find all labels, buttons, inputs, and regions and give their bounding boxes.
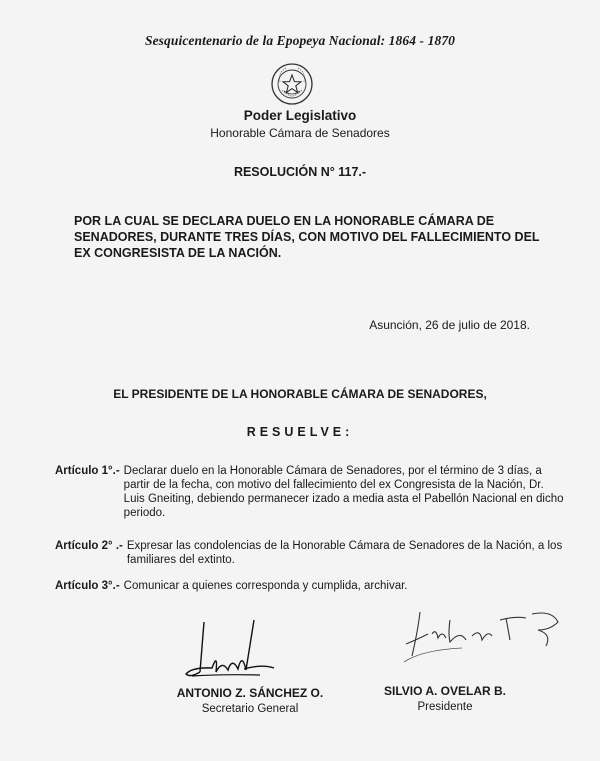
resolution-number: RESOLUCIÓN N° 117.- (233, 165, 367, 179)
article-label: Artículo 1°.- (55, 465, 120, 477)
preamble: EL PRESIDENTE DE LA HONORABLE CÁMARA DE SENADORES, (113, 387, 487, 401)
article-label: Artículo 2° .- (55, 540, 123, 552)
chamber-name: Honorable Cámara de Senadores (210, 126, 390, 140)
signatory-role: Presidente (417, 701, 473, 713)
sesquicentennial-motto: Sesquicentenario de la Epopeya Nacional: 1864 - 1870 (144, 33, 456, 48)
signatory-name: SILVIO A. OVELAR B. (383, 684, 506, 698)
article-3 (55, 579, 565, 593)
article-text: Comunicar a quienes corresponda y cumplida, archivar. (123, 580, 408, 592)
article-2 (55, 539, 565, 567)
article-1 (55, 464, 565, 520)
signatory-name: ANTONIO Z. SÁNCHEZ O. (176, 686, 324, 700)
article-text: Declarar duelo en la Honorable Cámara de Senadores, por el término de 3 días, a partir de la fecha, con motivo del fallecimiento del ex Congresista de la Nación, Dr. Luis Gneiting, debiendo permanecer izado a media asta el Pabellón Nacional en dicho periodo. (123, 465, 564, 519)
article-text: Expresar las condolencias de la Honorable Cámara de Senadores de la Nación, a los familiares del extinto. (126, 540, 563, 566)
resolution-subject: POR LA CUAL SE DECLARA DUELO EN LA HONORABLE CÁMARA DE SENADORES, DURANTE TRES DÍAS, CON MOTIVO DEL FALLECIMIENTO DEL EX CONGRESISTA DE LA NACIÓN. (74, 214, 540, 260)
president-signature (402, 600, 567, 670)
national-seal-icon (270, 62, 314, 106)
place-date: Asunción, 26 de julio de 2018. (369, 318, 530, 332)
article-label: Artículo 3°.- (55, 580, 120, 592)
resolves-heading: RESUELVE: (246, 425, 354, 439)
secretary-signature (182, 612, 277, 688)
institution-name: Poder Legislativo (243, 108, 357, 123)
signatory-role: Secretario General (201, 703, 299, 715)
